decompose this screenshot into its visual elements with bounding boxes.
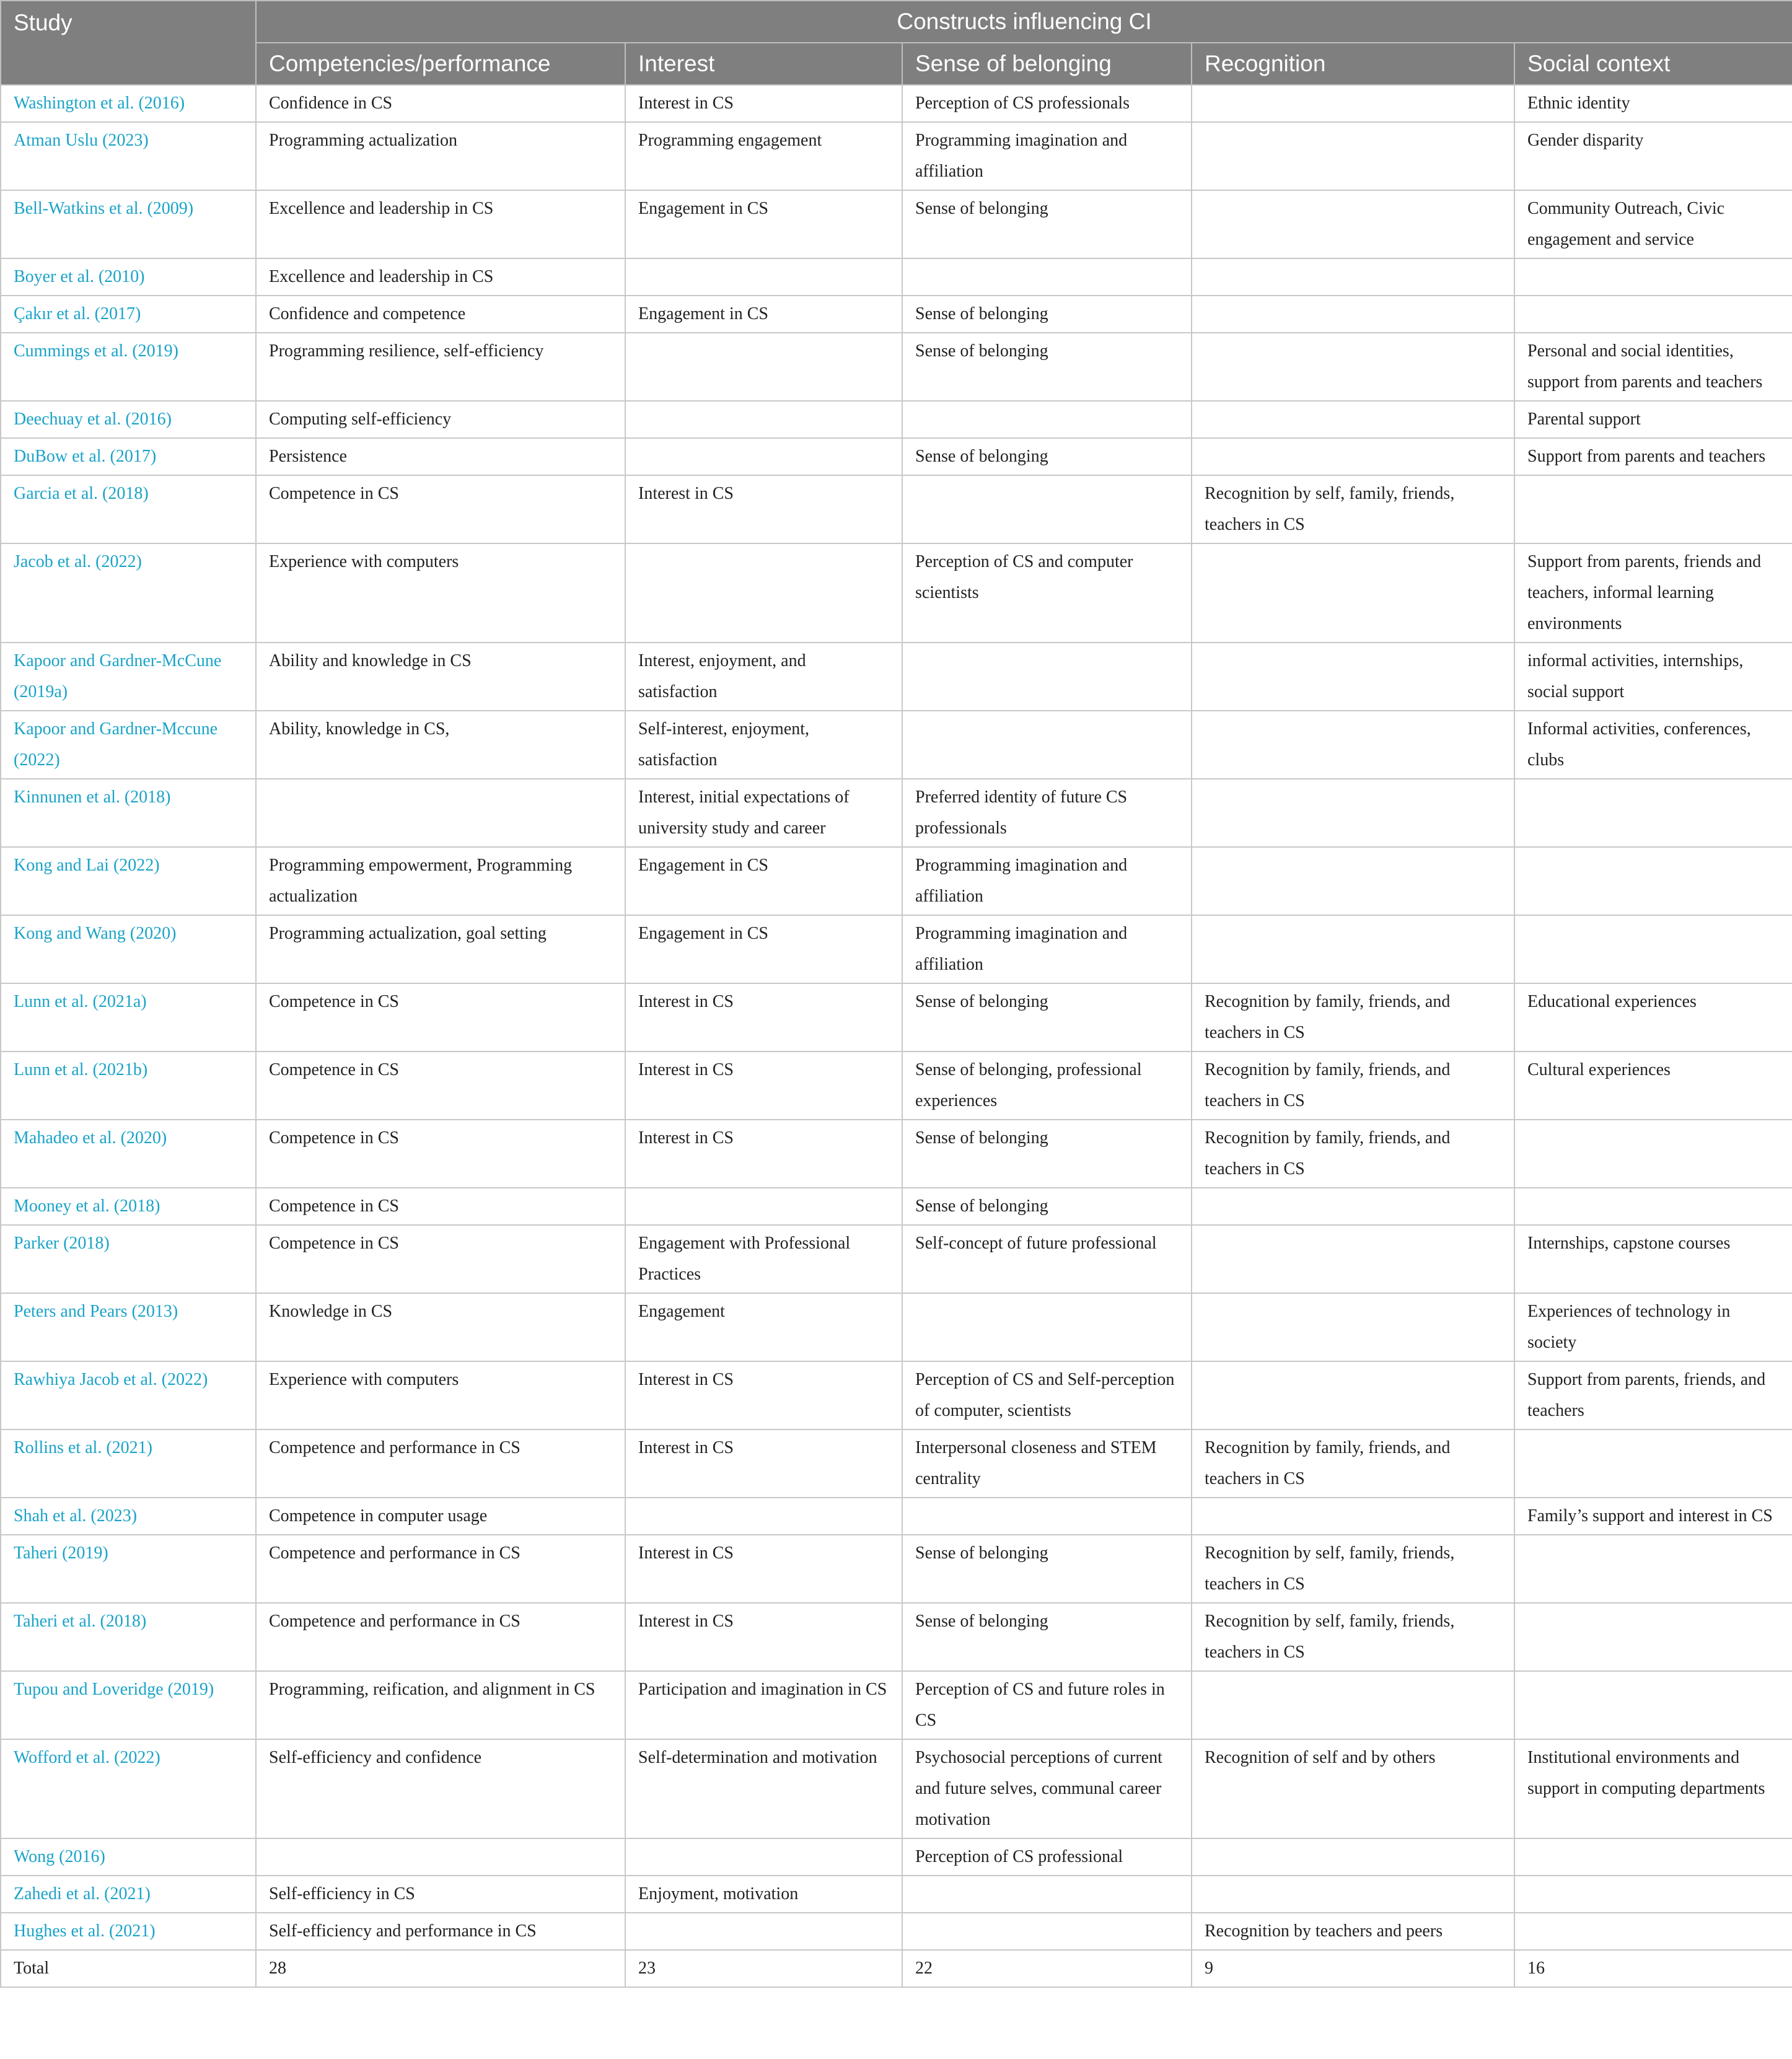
recognition-cell: Recognition by family, friends, and teachers in CS [1192,983,1514,1051]
social-context-cell [1514,1429,1792,1498]
competencies-cell: Programming actualization [256,122,625,190]
table-row [1,1051,1792,1120]
recognition-cell [1192,1225,1514,1293]
competencies-cell: Knowledge in CS [256,1293,625,1361]
competencies-cell: Competence in CS [256,1120,625,1188]
interest-cell: Self-interest, enjoyment, satisfaction [625,711,902,779]
competencies-cell: Computing self-efficiency [256,401,625,438]
social-context-cell: Parental support [1514,401,1792,438]
recognition-cell [1192,438,1514,475]
study-cell[interactable]: Taheri et al. (2018) [1,1603,256,1671]
competencies-cell: Self-efficiency in CS [256,1876,625,1913]
interest-cell: Engagement in CS [625,915,902,983]
study-cell[interactable]: Taheri (2019) [1,1535,256,1603]
table-row [1,1838,1792,1876]
table-row [1,643,1792,711]
table-row [1,1671,1792,1739]
belonging-cell: Interpersonal closeness and STEM centrality [902,1429,1192,1498]
study-cell[interactable]: Hughes et al. (2021) [1,1913,256,1950]
social-context-cell: Experiences of technology in society [1514,1293,1792,1361]
study-cell[interactable]: Atman Uslu (2023) [1,122,256,190]
study-cell[interactable]: Peters and Pears (2013) [1,1293,256,1361]
social-context-cell: Educational experiences [1514,983,1792,1051]
interest-cell: Engagement [625,1293,902,1361]
interest-cell: Engagement in CS [625,190,902,258]
competencies-cell: Competence and performance in CS [256,1603,625,1671]
belonging-cell: Programming imagination and affiliation [902,915,1192,983]
social-context-cell: Support from parents, friends and teachers, informal learning environments [1514,543,1792,643]
belonging-cell [902,643,1192,711]
social-context-cell [1514,1838,1792,1876]
social-context-cell: Gender disparity [1514,122,1792,190]
study-cell[interactable]: Zahedi et al. (2021) [1,1876,256,1913]
competencies-cell: Experience with computers [256,1361,625,1429]
table-row [1,296,1792,333]
table-row [1,711,1792,779]
table-row [1,401,1792,438]
recognition-cell: Recognition by family, friends, and teachers in CS [1192,1120,1514,1188]
social-context-cell [1514,847,1792,915]
belonging-cell [902,1498,1192,1535]
belonging-cell: Sense of belonging [902,983,1192,1051]
header-row-columns [1,43,1792,85]
table-row [1,1603,1792,1671]
interest-cell: Engagement in CS [625,847,902,915]
competencies-cell: Programming actualization, goal setting [256,915,625,983]
interest-cell: Interest, initial expectations of university study and career [625,779,902,847]
study-cell[interactable]: Çakır et al. (2017) [1,296,256,333]
interest-cell [625,438,902,475]
interest-cell: Engagement with Professional Practices [625,1225,902,1293]
recognition-cell: Recognition by family, friends, and teachers in CS [1192,1051,1514,1120]
table-row [1,333,1792,401]
belonging-cell [902,1876,1192,1913]
competencies-cell: Competence in CS [256,1188,625,1225]
belonging-cell [902,711,1192,779]
belonging-cell [902,401,1192,438]
table-row [1,1913,1792,1950]
belonging-cell: Perception of CS and computer scientists [902,543,1192,643]
table-body [1,85,1792,1987]
social-context-cell: Support from parents and teachers [1514,438,1792,475]
recognition-cell: Recognition by self, family, friends, teachers in CS [1192,475,1514,543]
interest-cell [625,1838,902,1876]
interest-cell: Interest in CS [625,1120,902,1188]
social-context-cell [1514,915,1792,983]
table-row [1,258,1792,296]
competencies-cell: Excellence and leadership in CS [256,258,625,296]
social-context-cell [1514,1603,1792,1671]
belonging-cell [902,1293,1192,1361]
table-row [1,779,1792,847]
social-context-cell [1514,1535,1792,1603]
recognition-cell [1192,333,1514,401]
header-recognition: Recognition [1192,43,1514,85]
social-context-cell: Ethnic identity [1514,85,1792,122]
competencies-cell: Programming resilience, self-efficiency [256,333,625,401]
interest-cell [625,401,902,438]
social-context-cell: Internships, capstone courses [1514,1225,1792,1293]
belonging-cell: Sense of belonging [902,1535,1192,1603]
table-row [1,1498,1792,1535]
competencies-cell: Self-efficiency and confidence [256,1739,625,1838]
interest-cell: Interest in CS [625,1051,902,1120]
competencies-cell: Competence in CS [256,475,625,543]
recognition-cell [1192,711,1514,779]
interest-cell: Interest in CS [625,1361,902,1429]
total-row [1,1950,1792,1987]
interest-cell: Interest in CS [625,475,902,543]
interest-cell [625,258,902,296]
competencies-cell: Programming empowerment, Programming actualization [256,847,625,915]
study-cell[interactable]: Washington et al. (2016) [1,85,256,122]
table-row [1,475,1792,543]
study-cell[interactable]: Rawhiya Jacob et al. (2022) [1,1361,256,1429]
table-row [1,1188,1792,1225]
belonging-cell: Perception of CS and future roles in CS [902,1671,1192,1739]
study-cell[interactable]: DuBow et al. (2017) [1,438,256,475]
table-row [1,122,1792,190]
study-cell[interactable]: Shah et al. (2023) [1,1498,256,1535]
interest-cell [625,333,902,401]
recognition-cell [1192,543,1514,643]
recognition-cell [1192,190,1514,258]
study-cell[interactable]: Wofford et al. (2022) [1,1739,256,1838]
table-header [1,1,1792,85]
competencies-cell: Competence in CS [256,1051,625,1120]
recognition-cell [1192,1838,1514,1876]
study-cell[interactable]: Rollins et al. (2021) [1,1429,256,1498]
recognition-cell [1192,1361,1514,1429]
social-context-cell [1514,1671,1792,1739]
competencies-cell: Persistence [256,438,625,475]
recognition-cell [1192,1671,1514,1739]
belonging-cell: Sense of belonging [902,296,1192,333]
belonging-cell [902,1913,1192,1950]
competencies-cell: Confidence in CS [256,85,625,122]
recognition-cell [1192,122,1514,190]
belonging-cell: Perception of CS professionals [902,85,1192,122]
competencies-cell: Ability and knowledge in CS [256,643,625,711]
table-row [1,1225,1792,1293]
recognition-cell: Recognition by self, family, friends, teachers in CS [1192,1535,1514,1603]
belonging-cell: Sense of belonging [902,1603,1192,1671]
study-cell[interactable]: Kong and Wang (2020) [1,915,256,983]
recognition-cell [1192,1498,1514,1535]
study-cell[interactable]: Deechuay et al. (2016) [1,401,256,438]
social-context-cell: informal activities, internships, social support [1514,643,1792,711]
table-row [1,1361,1792,1429]
recognition-cell [1192,1188,1514,1225]
competencies-cell: Excellence and leadership in CS [256,190,625,258]
competencies-cell: Competence and performance in CS [256,1535,625,1603]
belonging-cell: Programming imagination and affiliation [902,847,1192,915]
recognition-cell [1192,401,1514,438]
recognition-cell [1192,1876,1514,1913]
recognition-cell: Recognition by self, family, friends, teachers in CS [1192,1603,1514,1671]
recognition-cell [1192,1293,1514,1361]
study-cell[interactable]: Kapoor and Gardner-Mccune (2022) [1,711,256,779]
table-row [1,847,1792,915]
belonging-cell: Sense of belonging [902,333,1192,401]
table-row [1,190,1792,258]
total-competencies-cell: 28 [256,1950,625,1987]
social-context-cell: Institutional environments and support in computing departments [1514,1739,1792,1838]
study-cell[interactable]: Bell-Watkins et al. (2009) [1,190,256,258]
study-cell[interactable]: Parker (2018) [1,1225,256,1293]
interest-cell: Engagement in CS [625,296,902,333]
recognition-cell [1192,85,1514,122]
table-row [1,915,1792,983]
header-row-group [1,1,1792,43]
table-row [1,1293,1792,1361]
competencies-cell: Confidence and competence [256,296,625,333]
belonging-cell: Perception of CS and Self-perception of computer, scientists [902,1361,1192,1429]
study-cell[interactable]: Wong (2016) [1,1838,256,1876]
interest-cell: Self-determination and motivation [625,1739,902,1838]
social-context-cell [1514,1913,1792,1950]
interest-cell: Interest in CS [625,1429,902,1498]
recognition-cell [1192,296,1514,333]
social-context-cell: Personal and social identities, support from parents and teachers [1514,333,1792,401]
recognition-cell [1192,779,1514,847]
table-row [1,1120,1792,1188]
interest-cell: Interest in CS [625,85,902,122]
study-cell[interactable]: Lunn et al. (2021a) [1,983,256,1051]
header-interest: Interest [625,43,902,85]
table-row [1,1429,1792,1498]
competencies-cell: Experience with computers [256,543,625,643]
study-cell[interactable]: Boyer et al. (2010) [1,258,256,296]
competencies-cell: Programming, reification, and alignment in CS [256,1671,625,1739]
total-recognition-cell: 9 [1192,1950,1514,1987]
interest-cell: Interest in CS [625,1535,902,1603]
belonging-cell: Programming imagination and affiliation [902,122,1192,190]
table-row [1,543,1792,643]
table-row [1,1535,1792,1603]
recognition-cell [1192,847,1514,915]
competencies-cell: Competence in CS [256,1225,625,1293]
social-context-cell: Cultural experiences [1514,1051,1792,1120]
belonging-cell [902,258,1192,296]
belonging-cell: Sense of belonging [902,1188,1192,1225]
competencies-cell: Ability, knowledge in CS, [256,711,625,779]
header-competencies: Competencies/performance [256,43,625,85]
competencies-cell: Competence in CS [256,983,625,1051]
belonging-cell: Psychosocial perceptions of current and future selves, communal career motivation [902,1739,1192,1838]
interest-cell: Interest in CS [625,983,902,1051]
belonging-cell: Sense of belonging [902,1120,1192,1188]
interest-cell [625,1913,902,1950]
belonging-cell: Perception of CS professional [902,1838,1192,1876]
interest-cell: Enjoyment, motivation [625,1876,902,1913]
interest-cell: Interest, enjoyment, and satisfaction [625,643,902,711]
social-context-cell [1514,475,1792,543]
interest-cell: Programming engagement [625,122,902,190]
total-belonging-cell: 22 [902,1950,1192,1987]
interest-cell [625,1498,902,1535]
belonging-cell: Sense of belonging [902,438,1192,475]
competencies-cell: Competence and performance in CS [256,1429,625,1498]
table-row [1,438,1792,475]
competencies-cell: Competence in computer usage [256,1498,625,1535]
study-cell[interactable]: Kinnunen et al. (2018) [1,779,256,847]
total-interest-cell: 23 [625,1950,902,1987]
header-belonging: Sense of belonging [902,43,1192,85]
recognition-cell [1192,915,1514,983]
social-context-cell [1514,296,1792,333]
recognition-cell [1192,643,1514,711]
study-cell[interactable]: Mooney et al. (2018) [1,1188,256,1225]
social-context-cell [1514,1120,1792,1188]
social-context-cell: Informal activities, conferences, clubs [1514,711,1792,779]
header-group-constructs: Constructs influencing CI [256,1,1792,43]
table-row [1,1876,1792,1913]
social-context-cell [1514,258,1792,296]
header-social-context: Social context [1514,43,1792,85]
interest-cell: Participation and imagination in CS [625,1671,902,1739]
study-cell[interactable]: Kong and Lai (2022) [1,847,256,915]
social-context-cell [1514,1188,1792,1225]
social-context-cell: Family’s support and interest in CS [1514,1498,1792,1535]
belonging-cell: Sense of belonging [902,190,1192,258]
study-cell[interactable]: Jacob et al. (2022) [1,543,256,643]
interest-cell: Interest in CS [625,1603,902,1671]
study-cell[interactable]: Kapoor and Gardner-McCune (2019a) [1,643,256,711]
interest-cell [625,1188,902,1225]
competencies-cell [256,1838,625,1876]
recognition-cell: Recognition by teachers and peers [1192,1913,1514,1950]
competencies-cell: Self-efficiency and performance in CS [256,1913,625,1950]
belonging-cell: Self-concept of future professional [902,1225,1192,1293]
belonging-cell: Preferred identity of future CS professionals [902,779,1192,847]
study-cell[interactable]: Tupou and Loveridge (2019) [1,1671,256,1739]
social-context-cell: Community Outreach, Civic engagement and service [1514,190,1792,258]
study-cell[interactable]: Mahadeo et al. (2020) [1,1120,256,1188]
study-cell[interactable]: Cummings et al. (2019) [1,333,256,401]
recognition-cell: Recognition by family, friends, and teachers in CS [1192,1429,1514,1498]
interest-cell [625,543,902,643]
recognition-cell [1192,258,1514,296]
social-context-cell [1514,779,1792,847]
table-row [1,1739,1792,1838]
recognition-cell: Recognition of self and by others [1192,1739,1514,1838]
study-cell[interactable]: Garcia et al. (2018) [1,475,256,543]
belonging-cell: Sense of belonging, professional experiences [902,1051,1192,1120]
total-social-context-cell: 16 [1514,1950,1792,1987]
study-cell[interactable]: Lunn et al. (2021b) [1,1051,256,1120]
social-context-cell [1514,1876,1792,1913]
belonging-cell [902,475,1192,543]
competencies-cell [256,779,625,847]
social-context-cell: Support from parents, friends, and teachers [1514,1361,1792,1429]
header-study: Study [1,1,256,85]
total-label: Total [1,1950,256,1987]
table-row [1,983,1792,1051]
table-row [1,85,1792,122]
